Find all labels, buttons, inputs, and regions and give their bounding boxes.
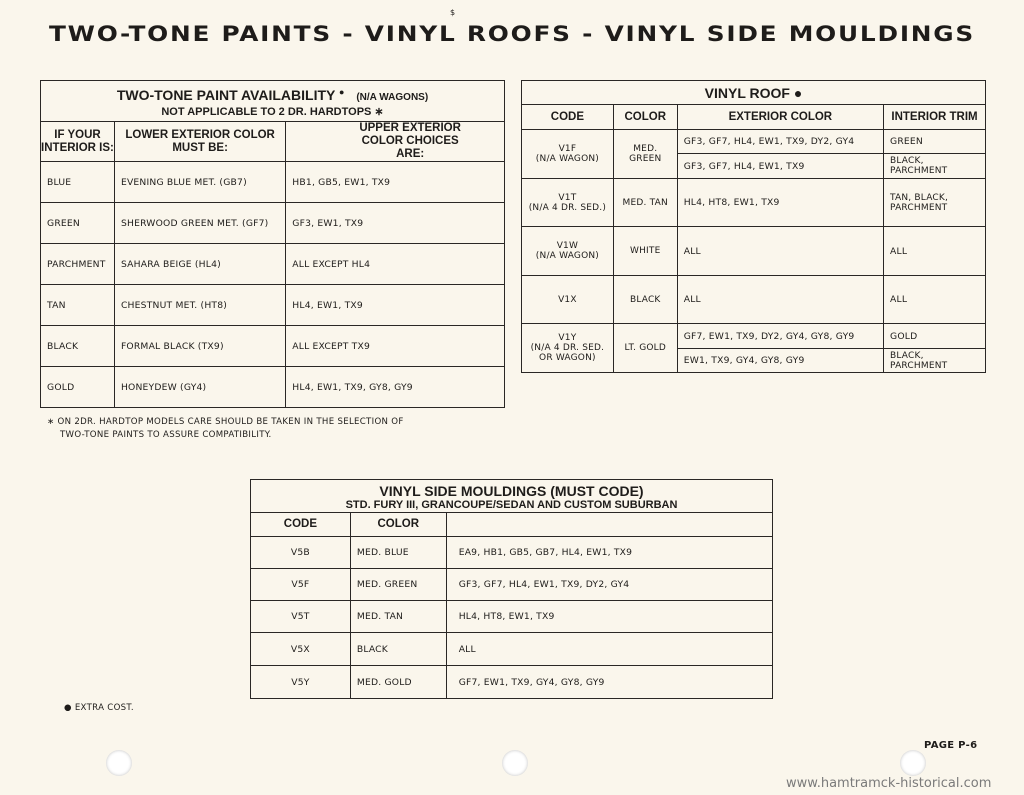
mouldings-title-cell	[251, 480, 773, 513]
upper-choices-cell: HL4, EW1, TX9	[286, 285, 505, 326]
roof-exterior-cell: EW1, TX9, GY4, GY8, GY9	[677, 349, 883, 373]
side-mouldings-table	[250, 479, 773, 699]
roof-code-cell	[522, 324, 614, 373]
lower-color-cell: SHERWOOD GREEN MET. (GF7)	[114, 203, 285, 244]
roof-trim-cell: BLACK, PARCHMENT	[884, 349, 986, 373]
vinyl-roof-title: VINYL ROOF ●	[522, 81, 986, 105]
interior-cell: GREEN	[41, 203, 115, 244]
roof-trim-cell: BLACK, PARCHMENT	[884, 154, 986, 179]
two-tone-title-cell	[41, 81, 505, 122]
page-number: PAGE P-6	[924, 740, 978, 751]
moulding-code-cell: V5F	[251, 569, 351, 601]
interior-cell: PARCHMENT	[41, 244, 115, 285]
page-title: TWO-TONE PAINTS - VINYL ROOFS - VINYL SIDE MOULDINGS	[48, 22, 976, 46]
mouldings-header-color: COLOR	[350, 513, 446, 537]
roof-exterior-cell: GF3, GF7, HL4, EW1, TX9, DY2, GY4	[677, 130, 883, 154]
roof-color-cell: MED. GREEN	[613, 130, 677, 179]
header-upper-exterior: UPPER EXTERIOR COLOR CHOICES ARE:	[286, 122, 505, 162]
lower-color-cell: CHESTNUT MET. (HT8)	[114, 285, 285, 326]
upper-choices-cell: HL4, EW1, TX9, GY8, GY9	[286, 367, 505, 408]
top-mark: $	[450, 8, 456, 17]
mouldings-header-code: CODE	[251, 513, 351, 537]
two-tone-footnote-line1: ∗ ON 2DR. HARDTOP MODELS CARE SHOULD BE TAKEN IN THE SELECTION OF	[47, 417, 404, 427]
roof-header-exterior: EXTERIOR COLOR	[677, 105, 883, 130]
table-row	[41, 367, 505, 408]
roof-exterior-cell: GF7, EW1, TX9, DY2, GY4, GY8, GY9	[677, 324, 883, 349]
roof-code-cell	[522, 179, 614, 227]
upper-choices-cell: HB1, GB5, EW1, TX9	[286, 162, 505, 203]
roof-trim-cell: ALL	[884, 276, 986, 324]
roof-trim-cell: ALL	[884, 227, 986, 276]
table-row	[251, 601, 773, 633]
extra-cost-note: ● EXTRA COST.	[64, 703, 134, 713]
binder-hole	[502, 750, 528, 776]
roof-code: V1T	[558, 192, 577, 203]
mouldings-title: VINYL SIDE MOULDINGS (MUST CODE)	[379, 482, 644, 499]
two-tone-subtitle: NOT APPLICABLE TO 2 DR. HARDTOPS ∗	[161, 105, 384, 118]
moulding-code-cell: V5B	[251, 537, 351, 569]
binder-hole	[106, 750, 132, 776]
roof-color-cell: BLACK	[613, 276, 677, 324]
roof-code-note: (N/A WAGON)	[535, 251, 599, 261]
lower-color-cell: EVENING BLUE MET. (GB7)	[114, 162, 285, 203]
table-row	[41, 203, 505, 244]
roof-code-note: (N/A 4 DR. SED. OR WAGON)	[530, 343, 605, 363]
roof-color-cell: MED. TAN	[613, 179, 677, 227]
table-row	[522, 227, 986, 276]
two-tone-title: TWO-TONE PAINT AVAILABILITY	[116, 86, 336, 103]
lower-color-cell: FORMAL BLACK (TX9)	[114, 326, 285, 367]
upper-choices-cell: ALL EXCEPT HL4	[286, 244, 505, 285]
roof-color-cell: LT. GOLD	[613, 324, 677, 373]
table-row	[251, 537, 773, 569]
header-lower-exterior: LOWER EXTERIOR COLOR MUST BE:	[114, 122, 285, 162]
interior-cell: TAN	[41, 285, 115, 326]
two-tone-paint-table	[40, 80, 505, 408]
interior-cell: GOLD	[41, 367, 115, 408]
watermark: www.hamtramck-historical.com	[786, 776, 992, 791]
moulding-exterior-cell: EA9, HB1, GB5, GB7, HL4, EW1, TX9	[446, 537, 772, 569]
moulding-exterior-cell: ALL	[446, 633, 772, 666]
roof-header-color: COLOR	[613, 105, 677, 130]
mouldings-header-exterior	[446, 513, 772, 537]
roof-code: V1F	[558, 144, 577, 154]
header-interior: IF YOUR INTERIOR IS:	[41, 122, 115, 162]
roof-color-cell: WHITE	[613, 227, 677, 276]
roof-code: V1Y	[558, 333, 577, 343]
roof-exterior-cell: GF3, GF7, HL4, EW1, TX9	[677, 154, 883, 179]
roof-trim-cell: GREEN	[884, 130, 986, 154]
roof-code-note: (N/A WAGON)	[535, 154, 599, 164]
roof-code-note: (N/A 4 DR. SED.)	[528, 202, 607, 213]
moulding-exterior-cell: HL4, HT8, EW1, TX9	[446, 601, 772, 633]
table-row	[522, 324, 986, 349]
moulding-color-cell: MED. GOLD	[350, 666, 446, 699]
table-row	[251, 666, 773, 699]
interior-cell: BLUE	[41, 162, 115, 203]
roof-exterior-cell: HL4, HT8, EW1, TX9	[677, 179, 883, 227]
roof-exterior-cell: ALL	[677, 227, 883, 276]
roof-header-trim: INTERIOR TRIM	[884, 105, 986, 130]
table-row	[522, 179, 986, 227]
moulding-exterior-cell: GF3, GF7, HL4, EW1, TX9, DY2, GY4	[446, 569, 772, 601]
upper-choices-cell: GF3, EW1, TX9	[286, 203, 505, 244]
interior-cell: BLACK	[41, 326, 115, 367]
moulding-color-cell: MED. GREEN	[350, 569, 446, 601]
two-tone-footnote-line2: TWO-TONE PAINTS TO ASSURE COMPATIBILITY.	[60, 430, 272, 440]
moulding-color-cell: MED. BLUE	[350, 537, 446, 569]
lower-color-cell: SAHARA BEIGE (HL4)	[114, 244, 285, 285]
roof-header-code: CODE	[522, 105, 614, 130]
table-row	[41, 162, 505, 203]
moulding-color-cell: MED. TAN	[350, 601, 446, 633]
moulding-code-cell: V5X	[251, 633, 351, 666]
table-row	[251, 633, 773, 666]
roof-exterior-cell: ALL	[677, 276, 883, 324]
roof-code-cell	[522, 227, 614, 276]
roof-trim-cell: GOLD	[884, 324, 986, 349]
lower-color-cell: HONEYDEW (GY4)	[114, 367, 285, 408]
binder-hole	[900, 750, 926, 776]
table-row	[41, 326, 505, 367]
roof-code-cell: V1X	[522, 276, 614, 324]
moulding-color-cell: BLACK	[350, 633, 446, 666]
table-row	[522, 276, 986, 324]
roof-code-cell	[522, 130, 614, 179]
roof-code: V1W	[556, 241, 579, 251]
upper-choices-cell: ALL EXCEPT TX9	[286, 326, 505, 367]
moulding-code-cell: V5T	[251, 601, 351, 633]
table-row	[251, 569, 773, 601]
moulding-exterior-cell: GF7, EW1, TX9, GY4, GY8, GY9	[446, 666, 772, 699]
two-tone-title-suffix: (N/A WAGONS)	[356, 91, 429, 103]
moulding-code-cell: V5Y	[251, 666, 351, 699]
extra-cost-dot-icon: ●	[339, 86, 345, 97]
vinyl-roof-table	[521, 80, 986, 373]
table-row	[522, 130, 986, 154]
table-row	[41, 244, 505, 285]
table-row	[41, 285, 505, 326]
mouldings-subtitle: STD. FURY III, GRANCOUPE/SEDAN AND CUSTOM SUBURBAN	[345, 498, 678, 511]
roof-trim-cell: TAN, BLACK, PARCHMENT	[884, 179, 986, 227]
